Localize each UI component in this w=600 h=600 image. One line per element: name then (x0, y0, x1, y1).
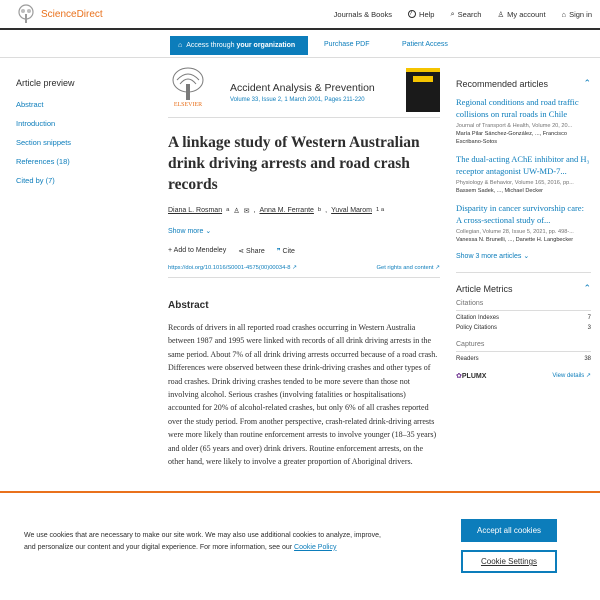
cookie-banner (0, 491, 600, 600)
nav-help-label: Help (419, 9, 435, 19)
nav-section-snippets[interactable]: Section snippets (16, 138, 72, 147)
abstract-text: Records of drivers in all reported road crashes occurring in Western Australia between 1987 and 1995 were linked with records of all drink driving arrests in the same period. About 7% of all drink driving arrests occurred because of a road crash. Differences were observed between these drink-driving crashes and other types of road crashes. Drink driving crashes tended to be more severe than those not involving alcohol. Serious crashes (involving fatalities or hospitalisations) accounted for 20% of alcohol-related crashes, but only 6% of all crashes reported over the study period. From another perspective, crash-related drink-driving arrests were more likely than routine enforcement arrests to involve younger (18–35 years) and older (65 years and over) drink drivers. Routine enforcement arrests, on the other hand, were likely to involve a greater proportion of Aboriginal drivers. (168, 323, 438, 467)
author-affiliation: a (226, 207, 230, 213)
metric-label: Citation Indexes (456, 315, 500, 321)
elsevier-tree-icon (171, 66, 205, 102)
external-link-icon: ↗ (585, 373, 591, 379)
journal-header (168, 66, 440, 118)
cookie-text (24, 530, 384, 553)
author-affiliation: 1 a (375, 207, 385, 213)
metric-value: 7 (587, 315, 591, 321)
metric-row (456, 356, 591, 362)
author-link[interactable]: Diana L. Rosman (168, 207, 223, 214)
doi-row (168, 265, 440, 278)
view-details-link[interactable] (552, 372, 591, 380)
metrics-header[interactable] (456, 283, 591, 294)
top-header (0, 0, 600, 30)
captures-label: Captures (456, 341, 485, 348)
person-icon: ♙ (233, 208, 240, 215)
view-details-label: View details (552, 373, 585, 379)
nav-search[interactable] (450, 9, 481, 19)
metrics-heading: Article Metrics (456, 283, 513, 294)
cookie-message: We use cookies that are necessary to make our site work. We may also use additional cookies to analyze, improve, and personalize our content and your digital experience. For more information, see our (24, 532, 381, 551)
metric-label: Readers (456, 356, 479, 362)
mail-icon[interactable]: ✉ (243, 208, 250, 215)
cite-button[interactable] (277, 247, 295, 255)
recommended-article (456, 203, 591, 244)
recommended-meta: Journal of Transport & Health, Volume 20, 20... (456, 123, 573, 129)
sciencedirect-logo[interactable] (15, 4, 103, 24)
nav-help[interactable] (408, 9, 434, 19)
author-link[interactable]: Anna M. Ferrante (259, 207, 314, 214)
abstract-heading: Abstract (168, 300, 209, 311)
metric-value: 3 (587, 325, 591, 331)
article-actions (168, 247, 440, 255)
nav-signin-label: Sign in (569, 9, 592, 19)
institution-icon: ⌂ (561, 9, 567, 19)
share-button[interactable] (238, 247, 265, 255)
metric-label: Policy Citations (456, 325, 498, 331)
access-organization-button[interactable] (170, 36, 308, 55)
recommended-title[interactable]: Regional conditions and road traffic collisions on rural roads in Chile (456, 97, 579, 119)
metric-value: 38 (584, 356, 591, 362)
recommended-title[interactable]: Disparity in cancer survivorship care: A cross-sectional study of... (456, 203, 584, 225)
metrics-section (456, 272, 591, 380)
journal-info (230, 82, 375, 103)
cookie-settings-button[interactable]: Cookie Settings (461, 550, 557, 573)
doi-link[interactable] (168, 265, 297, 271)
brand-name: ScienceDirect (41, 8, 103, 20)
show-more-label: Show more (168, 228, 204, 235)
nav-journals-label: Journals & Books (333, 9, 393, 19)
show-more-articles-button[interactable] (456, 252, 591, 260)
right-sidebar (456, 78, 591, 380)
institution-icon: ⌂ (178, 42, 183, 49)
recommended-article (456, 154, 591, 195)
nav-journals[interactable] (334, 9, 392, 19)
article-title: A linkage study of Western Australian drink driving arrests and road crash records (168, 134, 420, 193)
article-main (168, 66, 440, 468)
cover-title-block (413, 76, 433, 82)
plumx-logo[interactable] (456, 372, 486, 380)
recommended-heading: Recommended articles (456, 78, 549, 89)
rights-text: Get rights and content (376, 265, 434, 271)
recommended-authors: Vanessa N. Brunelli, ..., Danette H. Langbecker (456, 237, 574, 243)
elsevier-logo[interactable] (168, 66, 208, 112)
nav-account-label: My account (507, 9, 546, 19)
nav-signin[interactable] (562, 9, 592, 19)
article-preview-nav (16, 78, 136, 195)
recommended-title[interactable]: The dual-acting AChE inhibitor and H₃ receptor antagonist UW-MD-7... (456, 154, 590, 176)
journal-cover-image[interactable] (406, 68, 440, 112)
chevron-up-icon: ⌃ (583, 283, 591, 293)
external-link-icon: ↗ (292, 265, 297, 271)
help-icon: ? (408, 10, 416, 18)
mendeley-label: Add to Mendeley (173, 247, 227, 254)
plumx-row (456, 372, 591, 380)
recommended-meta: Physiology & Behavior, Volume 165, 2016, pp... (456, 180, 574, 186)
purchase-pdf-link[interactable]: Purchase PDF (324, 41, 370, 48)
metric-row (456, 325, 591, 331)
external-link-icon: ↗ (435, 265, 440, 271)
author-link[interactable]: Yuval Marom (331, 207, 372, 214)
nav-cited-by[interactable]: Cited by (7) (16, 176, 55, 185)
metric-row (456, 315, 591, 321)
patient-access-link[interactable]: Patient Access (402, 41, 448, 48)
show-more-articles-label: Show 3 more articles (456, 253, 522, 260)
elsevier-tree-icon (15, 4, 37, 24)
article-preview-heading: Article preview (16, 78, 75, 88)
chevron-up-icon: ⌃ (583, 78, 591, 88)
person-icon: ♙ (497, 9, 505, 19)
access-label (186, 42, 295, 49)
quote-icon: ❞ (276, 248, 281, 255)
divider (456, 351, 591, 352)
doi-text: https://doi.org/10.1016/S0001-4575(00)00034-8 (168, 265, 291, 271)
cookie-policy-link[interactable]: Cookie Policy (294, 543, 337, 551)
plus-icon: + (168, 247, 173, 254)
accept-all-cookies-button[interactable]: Accept all cookies (461, 519, 557, 542)
journal-title[interactable]: Accident Analysis & Prevention (230, 82, 375, 94)
recommended-header[interactable] (456, 78, 591, 89)
search-icon: ⌕ (450, 9, 455, 18)
nav-introduction[interactable]: Introduction (16, 119, 56, 128)
access-prefix: Access through (186, 42, 237, 49)
plumx-flower-icon: ✿ (456, 373, 462, 380)
add-to-mendeley-button[interactable] (168, 247, 226, 255)
nav-account[interactable] (497, 9, 545, 19)
divider (456, 310, 591, 311)
citations-label: Citations (456, 300, 484, 307)
recommended-article (456, 97, 591, 146)
share-icon: ⋖ (238, 248, 245, 255)
show-more-button[interactable] (168, 227, 440, 235)
author-affiliation: b (317, 207, 322, 213)
nav-abstract[interactable]: Abstract (16, 100, 44, 109)
recommended-authors: María Pilar Sánchez-González, ..., Francisco Escribano-Sotos (456, 131, 567, 145)
publisher-label: ELSEVIER (173, 102, 203, 108)
rights-link[interactable] (376, 265, 440, 271)
chevron-down-icon: ⌄ (205, 228, 212, 235)
recommended-authors: Bassem Sadek, ..., Michael Decker (456, 188, 544, 194)
recommended-meta: Collegian, Volume 28, Issue 5, 2021, pp. 498-... (456, 229, 574, 235)
access-bold: your organization (236, 42, 296, 49)
share-label: Share (246, 248, 265, 255)
nav-references[interactable]: References (18) (16, 157, 70, 166)
nav-search-label: Search (457, 9, 482, 19)
author-list: Diana L. Rosman a ♙ ✉ , Anna M. Ferrante b , Yuval Marom 1 a (168, 207, 385, 215)
plumx-text: PLUMX (461, 373, 487, 380)
top-nav (334, 9, 592, 19)
journal-issue[interactable]: Volume 33, Issue 2, 1 March 2001, Pages 211-220 (230, 97, 365, 103)
chevron-down-icon: ⌄ (523, 253, 530, 260)
cite-label: Cite (282, 248, 295, 255)
